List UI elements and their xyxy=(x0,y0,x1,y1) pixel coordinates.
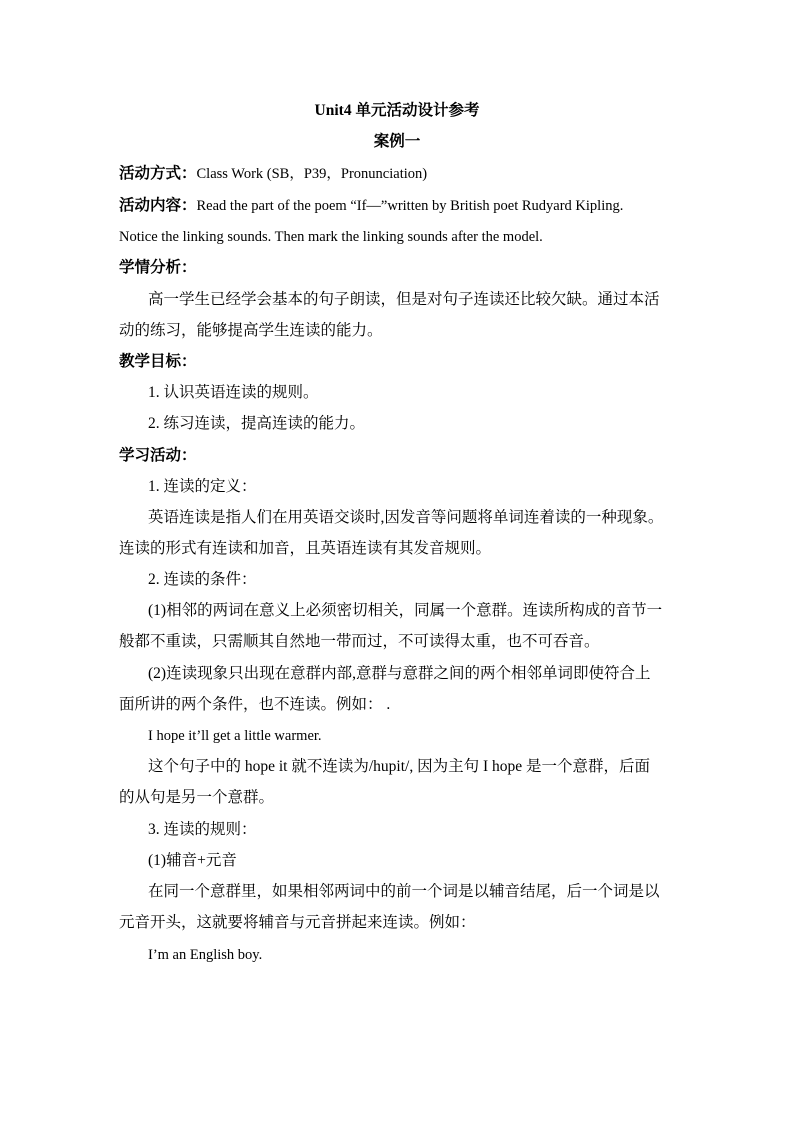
learner-analysis-line1: 高一学生已经学会基本的句子朗读，但是对句子连读还比较欠缺。通过本活 xyxy=(148,291,660,308)
case-subtitle: 案例一 xyxy=(373,133,421,150)
section1-title: 1. 连读的定义： xyxy=(148,478,257,495)
activity-content-row xyxy=(119,196,623,216)
activity-mode-row xyxy=(119,164,427,184)
section2-title: 2. 连读的条件： xyxy=(148,571,257,588)
section2-p3-line1: 这个句子中的 hope it 就不连读为/hupit/, 因为主句 I hope 是一个意群，后面 xyxy=(148,758,651,775)
section2-p1-line2: 般都不重读，只需顺其自然地一带而过，不可读得太重，也不可吞音。 xyxy=(119,633,600,650)
learner-analysis-line2: 动的练习，能够提高学生连读的能力。 xyxy=(119,322,383,339)
section3-rule1: (1)辅音+元音 xyxy=(148,852,237,869)
activity-mode-label: 活动方式： xyxy=(119,165,197,182)
section1-line1: 英语连读是指人们在用英语交谈时,因发音等问题将单词连着读的一种现象。 xyxy=(148,509,664,526)
example-sentence-1: I hope it’ll get a little warmer. xyxy=(148,728,322,744)
section3-p1-line1: 在同一个意群里，如果相邻两词中的前一个词是以辅音结尾，后一个词是以 xyxy=(148,883,660,900)
example-sentence-2: I’m an English boy. xyxy=(148,947,263,963)
activity-content-line1: Read the part of the poem “If—”written by British poet Rudyard Kipling. xyxy=(196,198,624,214)
section2-p1-line1: (1)相邻的两词在意义上必须密切相关，同属一个意群。连读所构成的音节一 xyxy=(148,602,663,619)
teaching-goals-label: 教学目标： xyxy=(119,353,197,370)
learner-analysis-label: 学情分析： xyxy=(119,259,197,276)
teaching-goal-item: 2. 练习连读，提高连读的能力。 xyxy=(148,415,366,432)
learning-activities-label: 学习活动： xyxy=(119,447,197,464)
section3-title: 3. 连读的规则： xyxy=(148,821,257,838)
teaching-goal-item: 1. 认识英语连读的规则。 xyxy=(148,384,319,401)
section2-p3-line2: 的从句是另一个意群。 xyxy=(119,789,275,806)
activity-mode-value: Class Work (SB，P39，Pronunciation) xyxy=(196,166,428,182)
section2-p2-line2: 面所讲的两个条件，也不连读。例如： . xyxy=(119,696,391,713)
section3-p1-line2: 元音开头，这就要将辅音与元音拼起来连读。例如： xyxy=(119,914,476,931)
activity-content-label: 活动内容： xyxy=(119,197,197,214)
section1-line2: 连读的形式有连读和加音，且英语连读有其发音规则。 xyxy=(119,540,492,557)
activity-content-line2: Notice the linking sounds. Then mark the linking sounds after the model. xyxy=(119,229,543,245)
document-title: Unit4 单元活动设计参考 xyxy=(314,102,480,119)
section2-p2-line1: (2)连读现象只出现在意群内部,意群与意群之间的两个相邻单词即使符合上 xyxy=(148,665,651,682)
